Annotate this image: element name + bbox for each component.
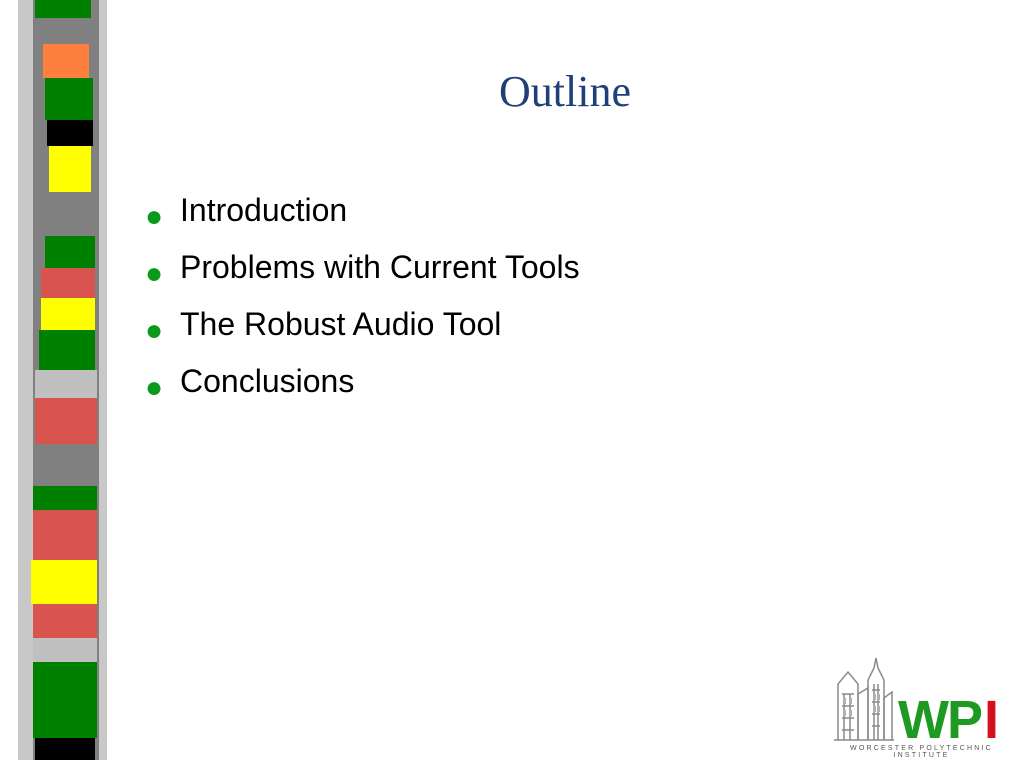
bullet-dot-icon: ● (145, 314, 164, 347)
wpi-letter-p: P (947, 690, 984, 746)
stripe-band-green (33, 486, 97, 510)
bullet-list (145, 188, 580, 416)
stripe-band-black (47, 120, 93, 146)
stripe-band-green (45, 236, 95, 268)
bullet-text: Problems with Current Tools (180, 249, 580, 285)
slide-title: Outline (499, 67, 631, 116)
stripe-band-yellow (41, 298, 95, 330)
stripe-band-silver (33, 638, 97, 662)
stripe-band-red (33, 510, 97, 560)
stripe-band-green (39, 330, 95, 370)
bullet-text: The Robust Audio Tool (180, 306, 502, 342)
stripe-band-green (35, 0, 91, 18)
stripe-band-green (45, 78, 93, 120)
bullet-item (145, 302, 580, 359)
wpi-logo (834, 654, 1014, 758)
stripe-band-yellow (49, 146, 91, 192)
bullet-dot-icon: ● (145, 371, 164, 404)
wpi-letter-i: I (984, 690, 1000, 746)
decorative-color-stripe (33, 0, 99, 760)
wpi-wordmark (834, 654, 1014, 746)
bullet-text: Conclusions (180, 363, 355, 399)
bullet-item (145, 188, 580, 245)
bullet-dot-icon: ● (145, 257, 164, 290)
bullet-item (145, 359, 580, 416)
stripe-band-red (33, 604, 97, 638)
bullet-dot-icon: ● (145, 200, 164, 233)
stripe-band-silver (35, 370, 97, 398)
wpi-letter-w: W (898, 690, 949, 746)
stripe-band-orange (43, 44, 89, 78)
stripe-band-black (35, 738, 95, 760)
stripe-band-red (41, 268, 95, 298)
bullet-item (145, 245, 580, 302)
wpi-logo-caption: WORCESTER POLYTECHNIC INSTITUTE (850, 745, 993, 759)
stripe-band-red (35, 398, 97, 444)
bullet-text: Introduction (180, 192, 348, 228)
stripe-band-green (33, 662, 97, 738)
stripe-band-yellow (31, 560, 97, 604)
